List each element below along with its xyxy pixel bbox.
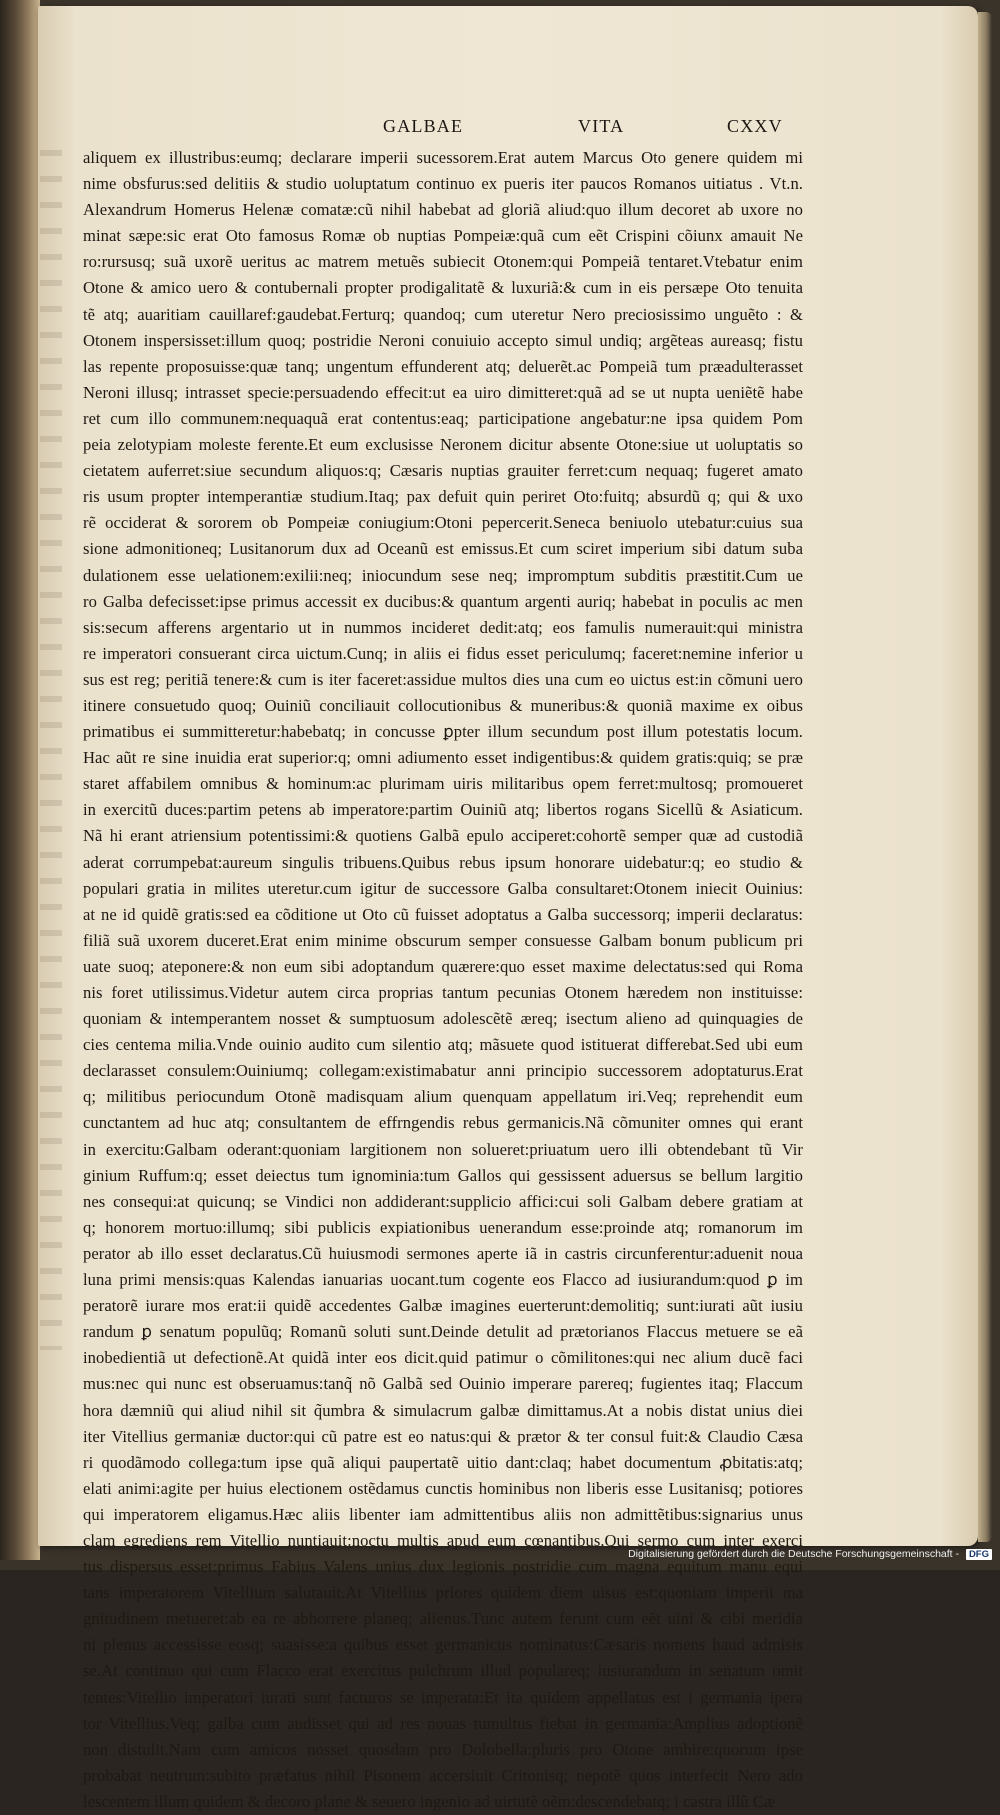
credit-text: Digitalisierung gefördert durch die Deutsche Forschungsgemeinschaft - (628, 1548, 960, 1560)
text-line: declarasset consulem:Ouiniumq; collegam:existimabatur anni principio successorem adoptaturus.Erat (83, 1061, 803, 1081)
text-line: uate suoq; ateponere:& non eum sibi adoptandum quærere:quo esset maxime delectatus:sed qui Roma (83, 956, 803, 976)
text-line: ro:rursusq; suã uxorẽ ueritus ac matrem metuẽs subiecit Otonem:qui Pompeiã tentaret.Vtebatur enim (83, 252, 803, 272)
text-line: non distulit.Nam cum amicos nosset quosdam pro Dolobella:pluris pro Otone ambire:quorum ipse (83, 1739, 803, 1759)
text-line: Neroni illusq; intrasset specie:persuadendo effecit:ut ea uiro dimitteret:quã ad se ut nupta ueniẽtẽ habe (83, 382, 803, 402)
text-line: populari gratia in milites uteretur.cum igitur de successore Galba consultaret:Otonem iniecit Ouinius: (83, 878, 803, 898)
text-line: nime obsfurus:sed delitiis & studio uoluptatum continuo ex pueris iter paucos Romanos uitiatus . Vt.n. (83, 174, 803, 194)
text-line: Alexandrum Homerus Helenæ comatæ:cũ nihil habebat ad gloriã aliud:quo illum decoret ab uxore no (83, 200, 803, 220)
text-line: las repente proposuisse:quæ tanq; ungentum effunderent atq; deluerẽt.ac Pompeiã tum præadulterasset (83, 356, 803, 376)
text-line: ris usum propter intemperantiæ studium.Itaq; pax defuit quin periret Oto:fuitq; absurdũ q; qui & uxo (83, 487, 803, 507)
text-line: ro Galba defecisset:ipse primus accessit ex ducibus:& quantum argenti auriq; habebat in poculis ac men (83, 591, 803, 611)
show-through-text (40, 150, 62, 1350)
text-line: Nã hi erant atriensium potentissimi:& quotiens Galbã epulo acciperet:cohortẽ semper quæ ad custodiã (83, 826, 803, 846)
text-line: q; militibus periocundum Otonẽ madisquam alium quenquam appellatum iri.Veq; reprehendit eum (83, 1087, 803, 1107)
text-line: nes consequi:at quicunq; se Vindici non addiderant:supplicio affici:cui soli Galbam debere gratiam at (83, 1191, 803, 1211)
text-line: gnitudinem metueret:ab ea re abhorrere planeq; alienus.Tunc autem ferunt cum eẽt uini & cibi meridia (83, 1609, 803, 1629)
text-line: ni plenus accessisse eosq; suasisse:a quibus esset germanicus nominatus:Cæsaris nomens haud admisis (83, 1635, 803, 1655)
text-line: tor Vitellius.Veq; galba cum audisset qui ad res nouas tumultus fiebat in germania:Amplius adoptionẽ (83, 1713, 803, 1733)
text-line: lescentem illum quidem & decoro plane & seuero ingenio ad uirtutẽ oẽm:descendebatq; i castra illũ Cæ (83, 1791, 776, 1811)
text-line: sus est reg; peritiã tenere:& cum is iter faceret:assidue multos dies una cum eo uictus est:in cõmuni uero (83, 669, 803, 689)
folio-number: CXXV (727, 116, 783, 136)
header-title-center: VITA (578, 116, 625, 136)
text-line: filiã suã uxorem duceret.Erat enim minime obscurum semper consuesse Galbam bonum publicum pri (83, 930, 803, 950)
text-line: aliquem ex illustribus:eumq; declarare imperii sucessorem.Erat autem Marcus Oto genere quidem mi (83, 148, 803, 167)
text-line: peratorẽ iurare mos erat:ii quidẽ accedentes Galbæ imagines euerterunt:demolitiq; sunt:iurati aũt iusiu (83, 1296, 803, 1316)
text-line: itinere consuetudo quoq; Ouiniũ conciliauit collocutionibus & muneribus:& quoniã maxime ex oibus (83, 695, 803, 715)
text-line: nis foret utilissimus.Videtur autem circa proprias tantum pecunias Otonem hæredem non instituisse: (83, 983, 803, 1002)
text-line: inobedientiã ut defectionẽ.At quidã inter eos dicit.quid patimur o cõmilitones:qui nec alium ducẽ faci (83, 1348, 803, 1368)
text-line: cietatem auferret:siue secundum aliquos:q; Cæsaris nuptias grauiter ferret:cum nequaq; fugeret amato (83, 461, 803, 481)
text-line: at ne id quidẽ gratis:sed ea cõditione ut Oto cũ fuisset adoptatus a Galba successorq; imperii declaratus: (83, 904, 803, 924)
text-line: tentes:Vitellio imperatori iurati sunt facturos se imperata:Et ita quidem appellatus est i germania ipera (83, 1687, 803, 1707)
text-line: rẽ occiderat & sororem ob Pompeiæ coniugium:Otoni pepercerit.Seneca beniuolo utebatur:cuius sua (83, 513, 803, 533)
text-line: ret cum illo communem:nequaquã erat contentus:eaq; participatione angebatur:ne ipsa quidem Pom (83, 408, 803, 428)
text-line: dulationem esse uelationem:exilii:neq; iniocundum sese neq; impromptum subditis præstitit.Cum ue (83, 565, 803, 585)
text-line: cies centema milia.Vnde ouinio audito cum silentio atq; mãsuete quod istituerat differebat.Sed ubi eum (83, 1035, 803, 1055)
text-line: quoniam & intemperantem nosset & sumptuosum adolescẽtẽ æreq; isectum alieno ad quinquagies de (83, 1009, 803, 1029)
text-line: re imperatori consuerant circa uictum.Cunq; in aliis ei fidus esset periculumq; faceret:nemine inferior u (83, 643, 803, 663)
text-line: qui imperatorem eligamus.Hæc aliis libenter iam admittentibus aliis non admittẽtibus:signarius unus (83, 1504, 803, 1524)
text-line: randum ꝑ senatum populũq; Romanũ soluti sunt.Deinde detulit ad prætorianos Flaccus metuere se eã (83, 1322, 803, 1342)
digitization-credit (600, 1548, 992, 1566)
text-line: primatibus ei summitteretur:habebatq; in concusse ꝑpter illum secundum post illum potestatis locum. (83, 722, 803, 742)
text-line: perator ab illo esset declaratus.Cũ huiusmodi sermones aperte iã in castris circunferentur:aduenit noua (83, 1243, 803, 1263)
text-line: probabat neutrum:subito præfatus nihil Pisonem accersiuit Critonisq; nepotẽ quos interfecit Nero ado (83, 1765, 803, 1785)
dfg-logo: DFG (966, 1549, 992, 1560)
text-line: in exercitu:Galbam oderant:quoniam largitionem non solueret:priuatum uero illi obtendebant tũ Vir (83, 1139, 803, 1159)
text-line: tus dispersus esset:primus Fabius Valens unius dux legionis postridie cum magna equitum manu equi (83, 1557, 803, 1577)
text-line: ri quodãmodo collega:tum ipse quã aliqui paupertatẽ uitio dant:claq; habet documentum ꝓbitatis:atq; (83, 1452, 803, 1472)
header-title-left: GALBAE (383, 116, 464, 136)
text-line: clam egrediens rem Vitellio nuntiauit:noctu multis apud eum cœnantibus.Qui sermo cum inter exerci (83, 1530, 803, 1550)
text-line: q; honorem mortuo:illumq; sibi publicis expiationibus uenerandum esse:proinde atq; romanorum im (83, 1217, 803, 1237)
text-line: elati animi:agite per huius electionem ostẽdamus cunctis hominibus non liberis esse Lusitanisq; potiores (83, 1478, 803, 1498)
text-line: cunctantem ad huc atq; consultantem de effrngendis rebus germanicis.Nã cõmuniter omnes qui erant (83, 1113, 803, 1133)
text-line: hora dæmniũ qui aliud nihil sit q̃umbra & simulacrum galbæ dimittamus.At a nobis distat unius diei (83, 1400, 803, 1420)
text-line: tẽ atq; auaritiam cauillaref:gaudebat.Ferturq; quandoq; cum uteretur Nero preciosissimo unguẽto : & (83, 304, 803, 324)
text-line: luna primi mensis:quas Kalendas ianuarias uocant.tum cogente eos Flacco ad iusiurandum:quod ꝑ im (83, 1270, 803, 1290)
text-line: staret affabilem omnibus & hominum:ac plurimam uiris militaribus opem ferret:multosq; promoueret (83, 774, 803, 794)
text-line: minat sæpe:sic erat Oto famosus Romæ ob nuptias Pompeiæ:quã cum eẽt Crispini cõiunx amauit Ne (83, 226, 803, 246)
text-line: ginium Ruffum:q; esset deiectus tum ignominia:tum Gallos qui gessissent aduersus se bellum largitio (83, 1165, 803, 1185)
text-line: mus:nec qui nunc est obseruamus:tanq̃ nõ Galbã sed Ouinio imperare parereq; fugientes itaq; Flaccum (83, 1374, 803, 1394)
running-header (0, 116, 1000, 142)
text-line: iter Vitellius germaniæ ductor:qui cũ patre est eo natus:qui & prætor & ter consul fuit:& Claudio Cæsa (83, 1426, 803, 1446)
text-line: se.At continuo qui cum Flacco erat exercitus pulchrum illud populareq; iusiurandum in senatum omit (83, 1661, 803, 1681)
text-line: in exercitũ duces:partim petens ab imperatore:partim Ouiniũ atq; libertos rogans Sicellũ & Asiaticum. (83, 800, 803, 820)
text-line: aderat corrumpebat:aureum singulis tribuens.Quibus rebus ipsum honorare uidebatur:q; eo studio & (83, 852, 803, 872)
text-line: Otone & amico uero & contubernali propter prodigalitatẽ & luxuriã:& cum in eis persæpe Oto tenuita (83, 278, 803, 298)
text-line: peia zelotypiam moleste ferente.Et eum exclusisse Neronem dicitur absente Otone:siue ut uoluptatis so (83, 435, 803, 455)
text-line: sione admonitioneq; Lusitanorum dux ad Oceanũ est emissus.Et cum sciret imperium sibi datum suba (83, 539, 803, 559)
text-line: tans imperatorem Vitellium salutauit.At Vitellius priores quidem diem uisus est:quoniam imperii ma (83, 1583, 803, 1603)
text-line: sis:secum afferens argentario ut in nummos incideret dedit:atq; eos famulis numerauit:qui ministra (83, 617, 803, 637)
text-line: Hac aũt re sine inuidia erat superior:q; omni adiumento esset indigentibus:& quidem gratis:quiq; se præ (83, 748, 803, 768)
text-line: Otonem inspersisset:illum quoq; postridie Neroni conuiuio accepto simul undiq; argẽteas aureasq; fistu (83, 330, 803, 350)
book-spine (0, 0, 40, 1560)
page-edge (978, 12, 992, 1542)
